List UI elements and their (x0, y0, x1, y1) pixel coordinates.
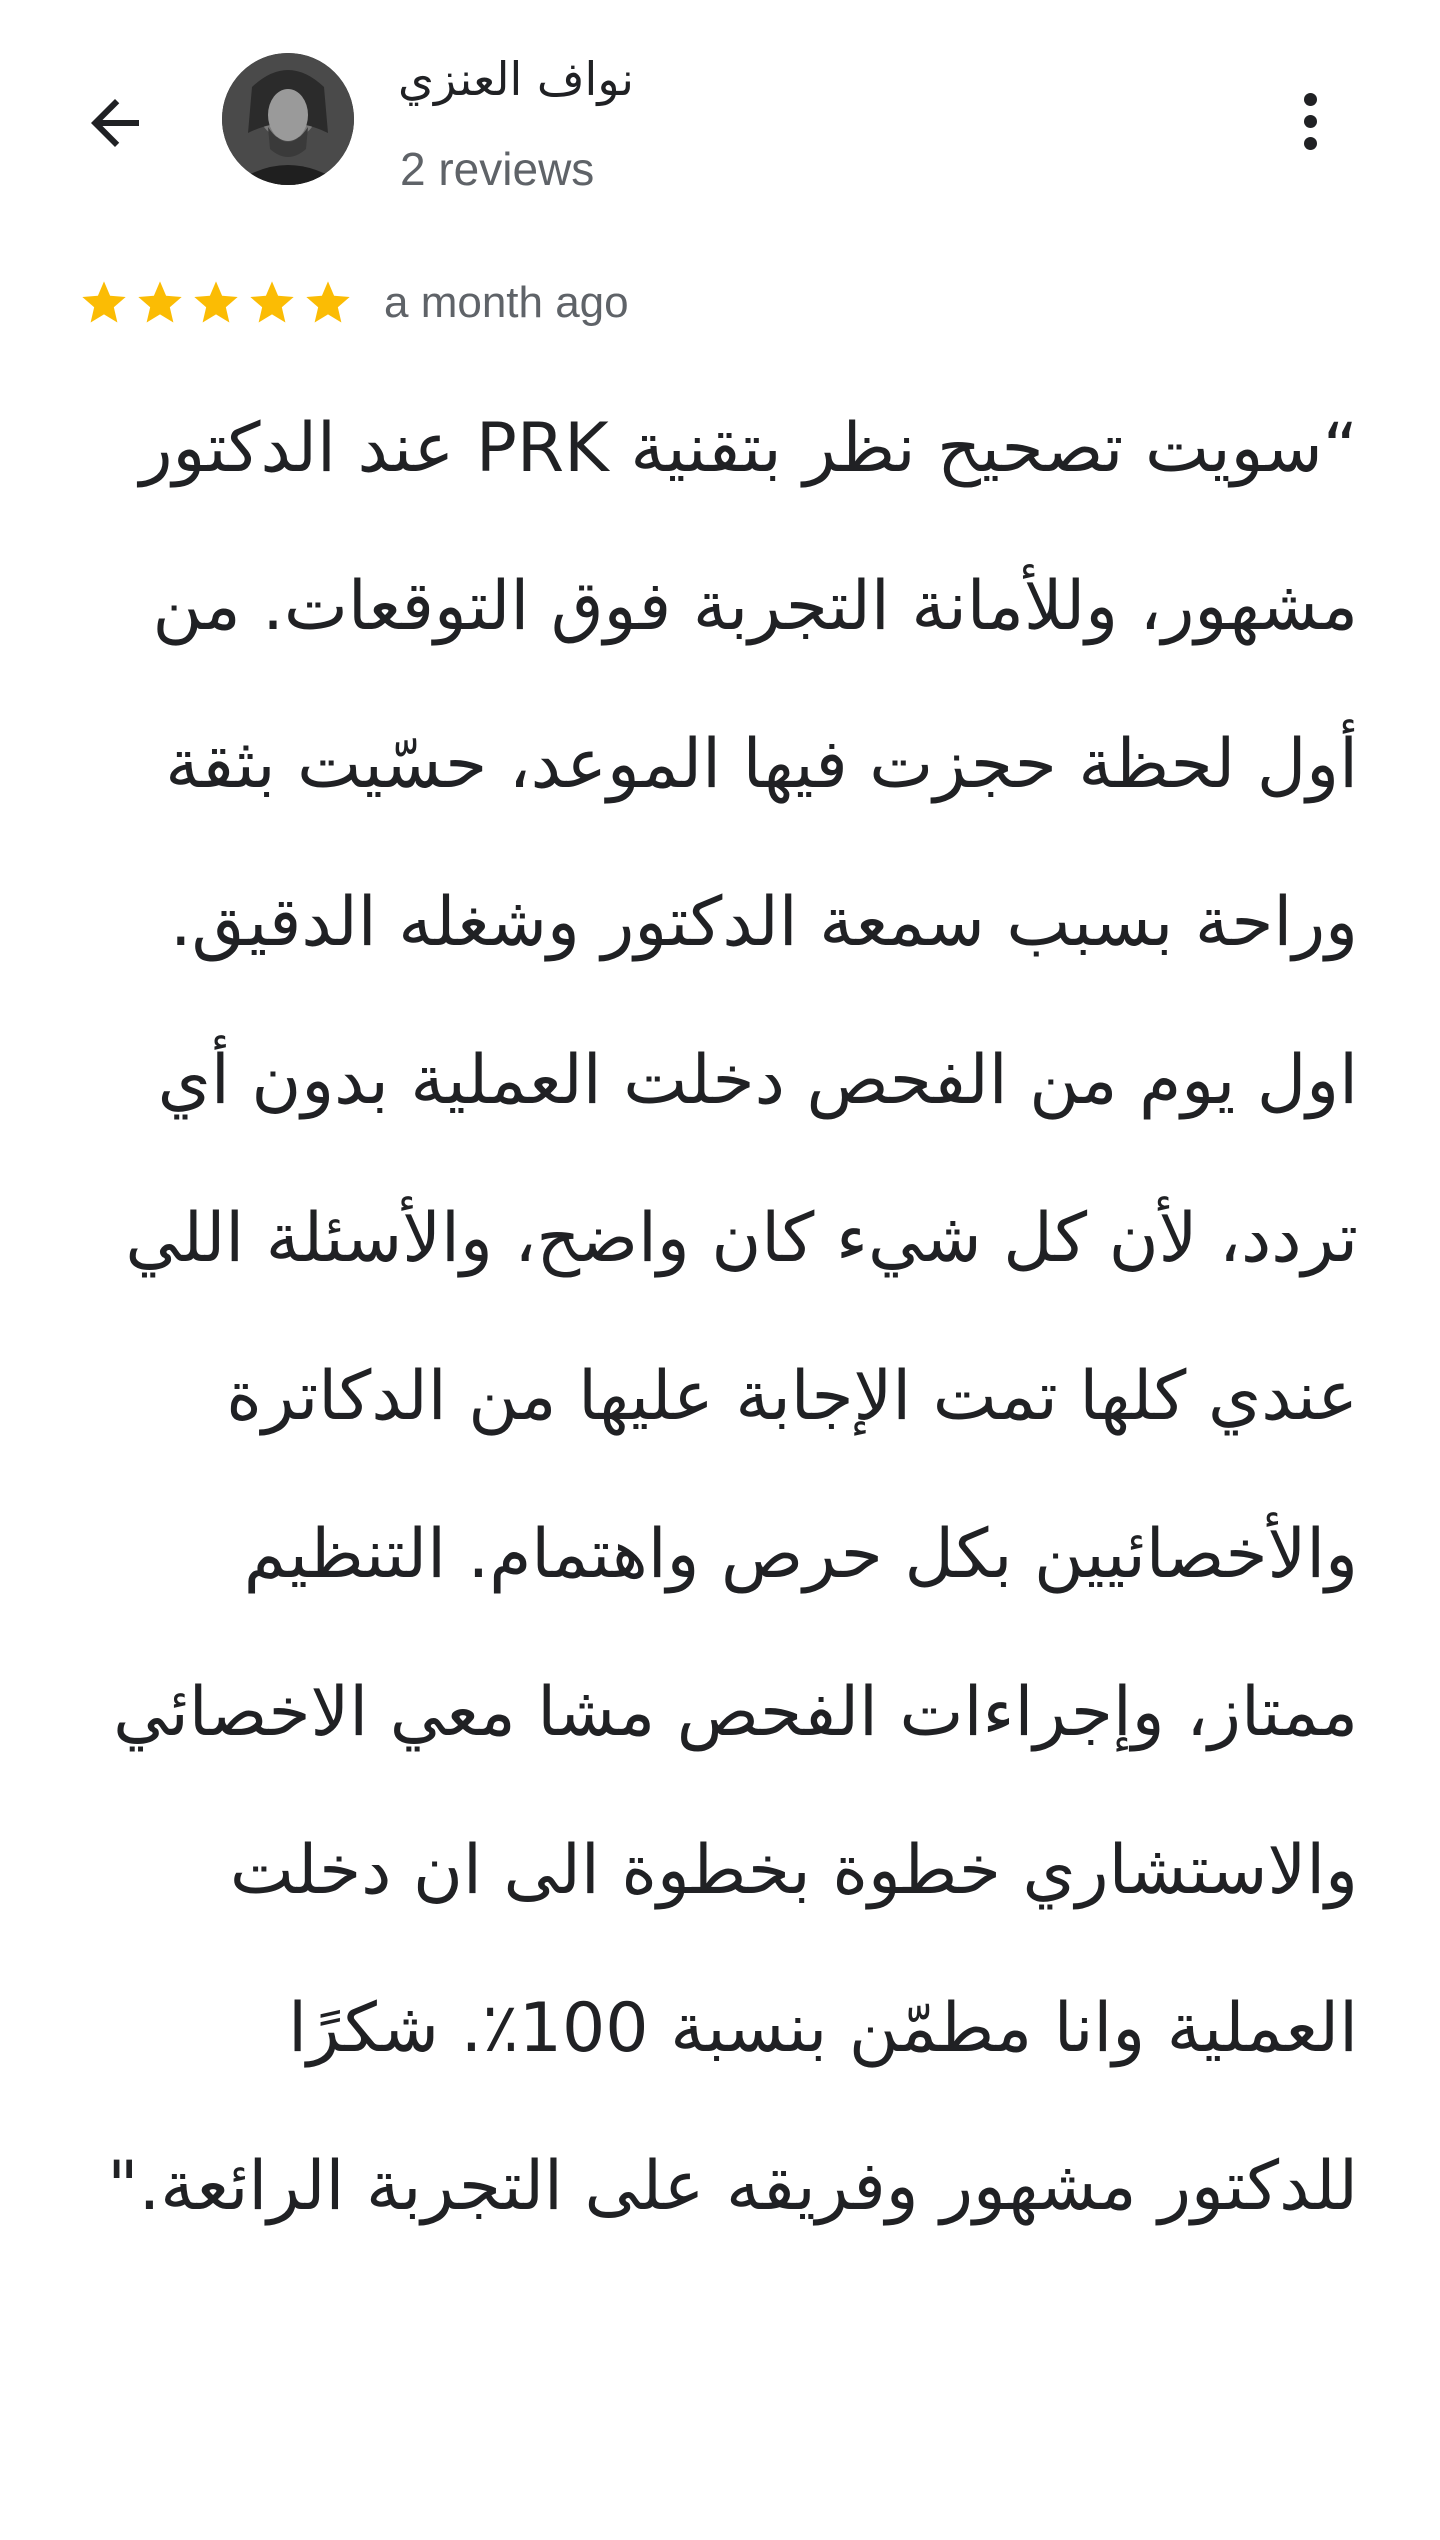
star-icon (246, 277, 298, 329)
review-text: “سويت تصحيح نظر بتقنية PRK عند الدكتور مشهور، وللأمانة التجربة فوق التوقعات. من أول لحظة حجزت فيها الموعد، حسّيت بثقة وراحة بسبب سمعة الدكتور وشغله الدقيق. اول يوم من الفحص دخلت العملية بدون أي تردد، لأن كل شيء كان واضح، والأسئلة اللي عندي كلها تمت الإجابة عليها من الدكاترة والأخصائيين بكل حرص واهتمام. التنظيم ممتاز، وإجراءات الفحص مشا معي الاخصائي والاستشاري خطوة بخطوة الى ان دخلت العملية وانا مطمّن بنسبة 100٪. شكرًا للدكتور مشهور وفريقه على التجربة الرائعة." (107, 409, 1358, 2226)
more-options-button[interactable] (1260, 66, 1360, 176)
star-icon (302, 277, 354, 329)
review-header (0, 0, 1440, 240)
arrow-back-icon (79, 87, 151, 159)
more-vertical-icon-dot (1304, 137, 1317, 150)
star-icon (134, 277, 186, 329)
star-icon (78, 277, 130, 329)
reviewer-review-count[interactable]: 2 reviews (400, 143, 595, 195)
reviewer-name[interactable]: نواف العنزي (398, 52, 634, 106)
more-vertical-icon (1304, 93, 1317, 106)
star-icon (190, 277, 242, 329)
star-rating (78, 277, 354, 329)
rating-row (78, 272, 629, 334)
review-date: a month ago (384, 278, 629, 327)
back-button[interactable] (60, 68, 170, 178)
avatar[interactable] (222, 53, 354, 185)
user-photo (222, 53, 354, 185)
more-vertical-icon-dot (1304, 115, 1317, 128)
